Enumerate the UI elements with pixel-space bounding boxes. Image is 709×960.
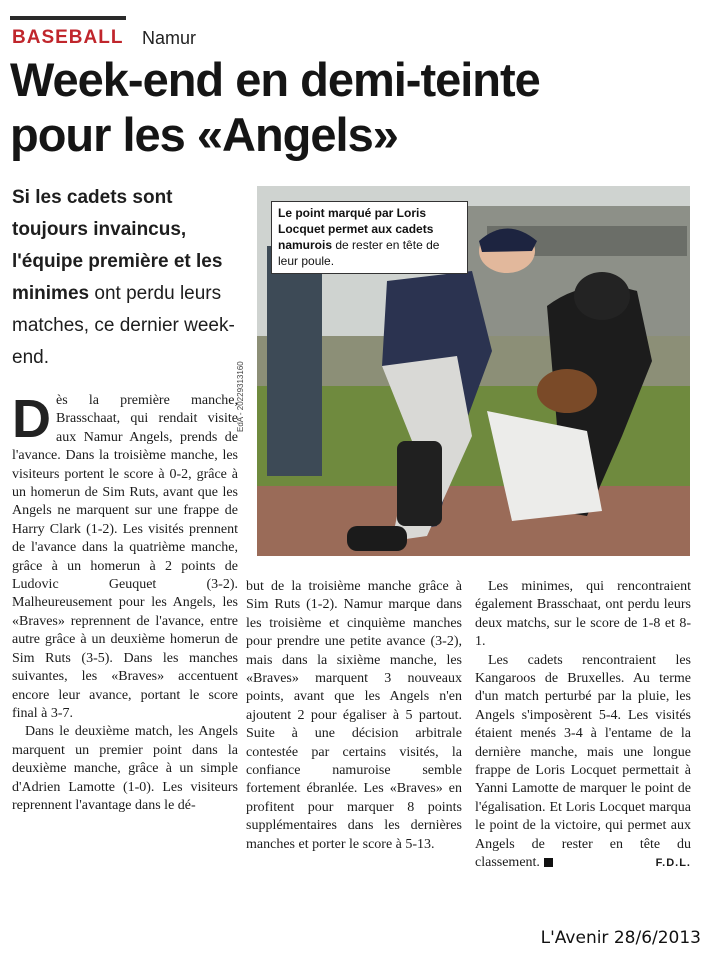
article-column-1: [12, 389, 238, 815]
publication-source: L'Avenir 28/6/2013: [540, 928, 701, 948]
paragraph: Les minimes, qui rencontraient également Brasschaat, ont perdu leurs deux matchs, sur le score de 1-8 et 8-1.: [475, 579, 691, 650]
end-mark-icon: [544, 858, 553, 867]
dateline-location: Namur: [142, 28, 197, 48]
headline-line-2: pour les «Angels»: [10, 108, 398, 161]
paragraph-text: ès la première manche, Brasschaat, qui rendait visite aux Namur Angels, prends de l'avance. Dans la troisième manche, les visiteurs portent le score à 0-2, grâce à un homerun de Sim Ruts, avant que les Angels ne marquent sur une frappe de Harry Clark (1-2). Les visités prennent de l'avance dans la quatrième manche, grâce à un homerun à 2 points de Ludovic Geuquet (3-2). Malheureusement pour les Angels, les «Braves» reprennent de l'avance, entre autre grâce à un deuxième homerun de Sim Ruts (3-5). Dans les manches suivantes, les «Braves» accentuent encore leur avance, portant le score final à 3-7.: [12, 393, 238, 721]
paragraph: [12, 389, 238, 723]
photo-credit: EdA - 20229313160: [236, 361, 245, 432]
drop-cap: D: [12, 389, 51, 449]
headline: [10, 52, 700, 162]
lede: [12, 182, 248, 374]
lede-normal: ont perdu leurs matches, ce dernier week-end.: [12, 283, 235, 368]
section-kicker: BASEBALL: [12, 27, 124, 48]
paragraph: but de la troisième manche grâce à Sim Ruts (1-2). Namur marque dans les troisième et cinquième manches pour prendre une petite avance (3-2), mais dans la sixième manche, les «Braves» marquent 3 nouveaux points, avant que les Angels n'en ajoutent 2 pour égaliser à 5 partout. Suite à une décision arbitrale contestée par certains visités, la confiance namuroise semble fortement ébranlée. Les «Braves» en profitent pour marquer 8 points supplémentaires dans les dernières manches et porter le score à 5-13.: [246, 579, 462, 852]
paragraph: [475, 652, 691, 873]
article-column-3: [475, 578, 691, 873]
photo-caption: [271, 201, 468, 274]
caption-bold: Le point marqué par Loris Locquet permet aux cadets namurois: [278, 206, 434, 252]
lede-bold: Si les cadets sont toujours invaincus, l'équipe première et les minimes: [12, 187, 223, 304]
kicker-rule: [10, 16, 126, 20]
article-column-2: [246, 578, 462, 854]
caption-normal: de rester en tête de leur poule.: [278, 238, 440, 268]
paragraph: Dans le deuxième match, les Angels marquent un premier point dans la deuxième manche, grâce à un simple d'Adrien Lamotte (1-0). Les visiteurs reprennent l'avantage dans le dé-: [12, 724, 238, 813]
paragraph-text: Les cadets rencontraient les Kangaroos de Bruxelles. Au terme d'un match perturbé par la pluie, les Angels s'imposèrent 5-4. Les visités étaient menés 3-4 à l'entame de la dernière manche, mais une longue frappe de Loris Locquet permettait à Yanni Lamotte de marquer le point de l'égalisation. Et Loris Locquet marqua le point de la victoire, qui permet aux Angels de rester en tête du classement.: [475, 652, 691, 871]
headline-line-1: Week-end en demi-teinte: [10, 53, 540, 106]
author-signature: F.D.L.: [655, 857, 691, 870]
